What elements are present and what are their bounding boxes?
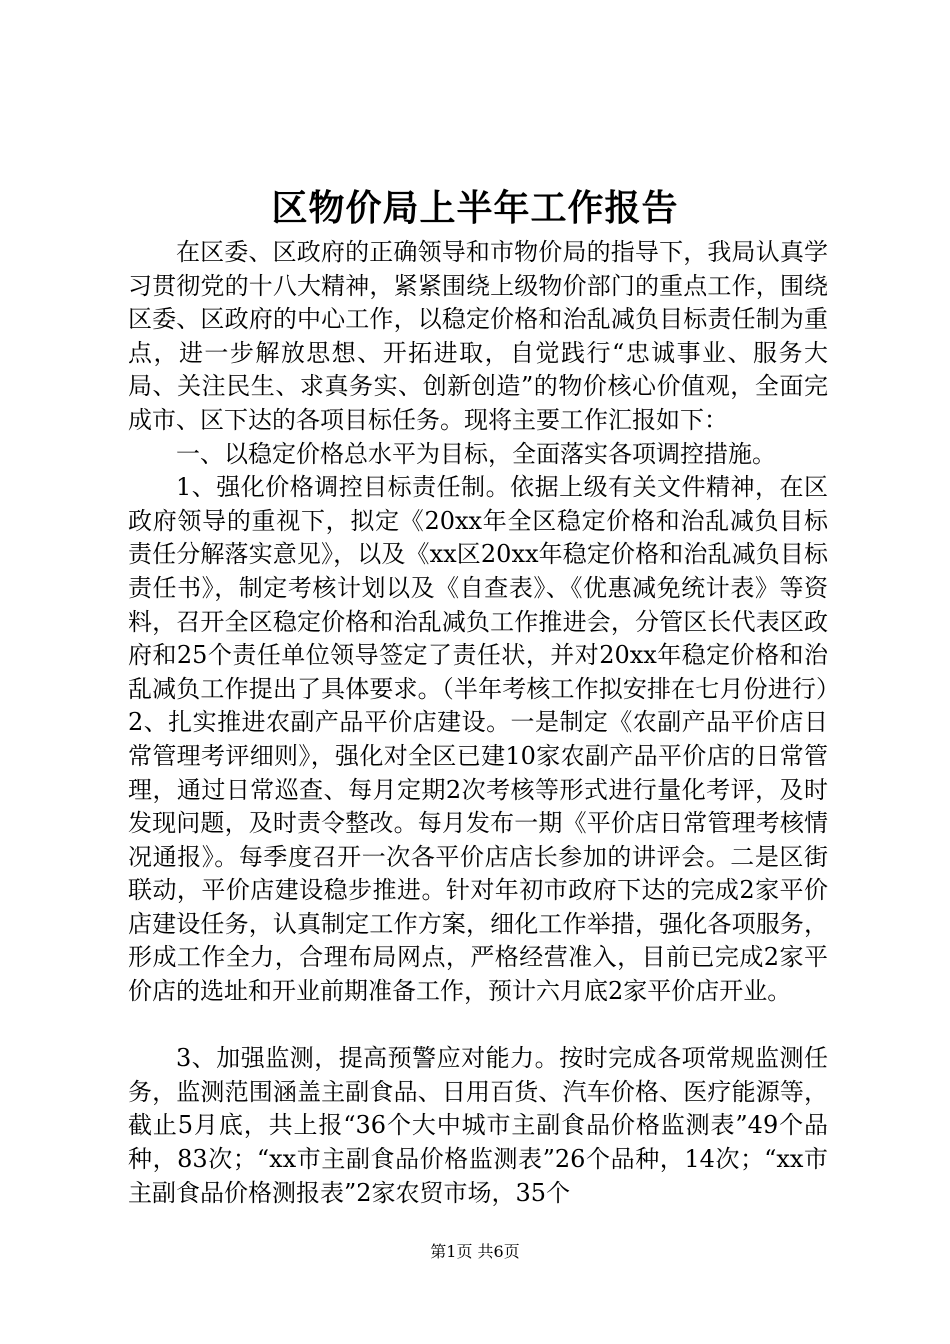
section-heading-1: 一、以稳定价格总水平为目标，全面落实各项调控措施。	[176, 439, 776, 468]
page-footer: 第1页 共6页	[430, 1242, 520, 1261]
body-paragraph-1: 1、强化价格调控目标责任制。依据上级有关文件精神，在区政府领导的重视下，拟定《20xx年全区稳定价格和治乱减负目标责任分解落实意见》，以及《xx区20xx年稳定价格和治乱减负目标责任书》，制定考核计划以及《自查表》、《优惠减免统计表》等资料，召开全区稳定价格和治乱减负工作推进会，分管区长代表区政府和25个责任单位领导签定了责任状，并对20xx年稳定价格和治乱减负工作提出了具体要求。（半年考核工作拟安排在七月份进行）2、扎实推进农副产品平价店建设。一是制定《农副产品平价店日常管理考评细则》，强化对全区已建10家农副产品平价店的日常管理，通过日常巡查、每月定期2次考核等形式进行量化考评，及时发现问题，及时责令整改。每月发布一期《平价店日常管理考核情况通报》。每季度召开一次各平价店店长参加的讲评会。二是区街联动，平价店建设稳步推进。针对年初市政府下达的完成2家平价店建设任务，认真制定工作方案，细化工作举措，强化各项服务，形成工作全力，合理布局网点，严格经营准入，目前已完成2家平价店的选址和开业前期准备工作，预计六月底2家平价店开业。	[128, 473, 828, 1006]
document-body	[128, 236, 828, 1210]
body-paragraph-3: 3、加强监测，提高预警应对能力。按时完成各项常规监测任务，监测范围涵盖主副食品、日用百货、汽车价格、医疗能源等，截止5月底，共上报“36个大中城市主副食品价格监测表”49个品种，83次；“xx市主副食品价格监测表”26个品种，14次；“xx市主副食品价格测报表”2家农贸市场，35个	[128, 1044, 828, 1207]
intro-paragraph: 在区委、区政府的正确领导和市物价局的指导下，我局认真学习贯彻党的十八大精神，紧紧围绕上级物价部门的重点工作，围绕区委、区政府的中心工作，以稳定价格和治乱减负目标责任制为重点，进一步解放思想、开拓进取，自觉践行“忠诚事业、服务大局、关注民生、求真务实、创新创造”的物价核心价值观，全面完成市、区下达的各项目标任务。现将主要工作汇报如下：	[128, 238, 828, 434]
document-title: 区物价局上半年工作报告	[271, 187, 679, 229]
